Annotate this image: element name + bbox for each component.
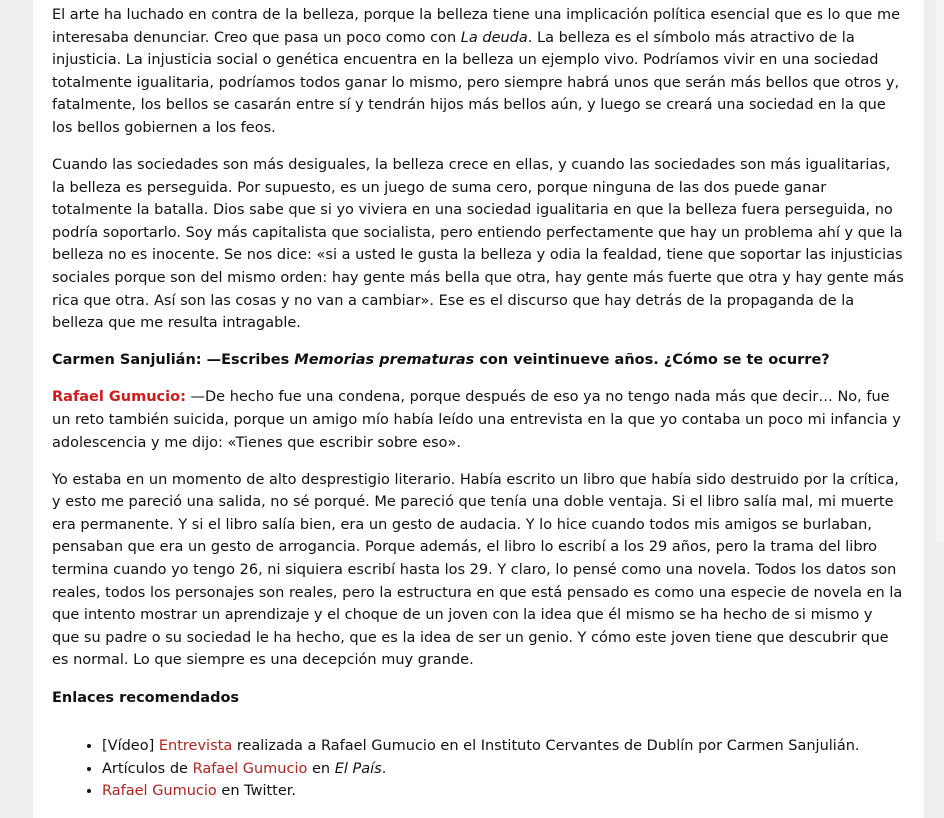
paragraph-4: Yo estaba en un momento de alto desprestigio literario. Había escrito un libro que había sido destruido por la crítica, y esto me pareció una salida, no sé porqué. Me pareció que tenía una doble ventaja. Si el libro salía mal, mi muerte era permanente. Y si el libro salía bien, era un gesto de audacia. Y lo hice cuando todos mis amigos se burlaban, pensaban que era un gesto de arrogancia. Porque además, el libro lo escribí a los 29 años, pero la trama del libro termina cuando yo tengo 26, ni siquiera escribí hasta los 29. Y claro, lo pensé como una novela. Todos los datos son reales, todos los personajes son reales, pero la estructura en que está pensado es como una especie de novela en la que intento mostrar un aprendizaje y el choque de un joven con la idea que él mismo se ha hecho de si mismo y que su padre o su sociedad le ha hecho, que es la idea de ser un genio. Y cómo este joven tiene que descubrir que es normal. Lo que siempre es una decepción muy grande. bbox=[52, 471, 903, 669]
article-content bbox=[52, 4, 904, 803]
recommended-links-title: Enlaces recomendados bbox=[52, 689, 240, 706]
articles-author-link[interactable]: Rafael Gumucio bbox=[192, 760, 308, 777]
paragraph-1: El arte ha luchado en contra de la belleza, porque la belleza tiene una implicación política esencial que es lo que me interesaba denunciar. Creo que pasa un poco como con La deuda. La belleza es el símbolo más atractivo de la injusticia. La injusticia social o genética encuentra en la belleza un ejemplo vivo. Podríamos vivir en una sociedad totalmente igualitaria, podríamos todos ganar lo mismo, pero siempre habrá unos que serán más bellos que otros y, fatalmente, los bellos se casarán entre sí y tendrán hijos más bellos aún, y luego se creará una sociedad en la que los bellos gobiernen a los feos. bbox=[52, 7, 900, 136]
scrollbar-edge bbox=[936, 0, 944, 542]
article-page bbox=[33, 0, 924, 818]
book-title-memorias-prematuras: Memorias prematuras bbox=[294, 352, 475, 369]
publication-name: El País bbox=[334, 760, 382, 777]
paragraph-2: Cuando las sociedades son más desiguales, la belleza crece en ellas, y cuando las sociedades son más igualitarias, la belleza es perseguida. Por supuesto, es un juego de suma cero, porque ninguna de las dos puede ganar totalmente la batalla. Dios sabe que si yo viviera en una sociedad igualitaria en que la belleza fuera perseguida, no podría soportarlo. Soy más capitalista que socialista, pero entiendo perfectamente que hay un problema ahí y que la belleza no es inocente. Se nos dice: «si a usted le gusta la belleza y odia la fealdad, tiene que soportar las injusticias sociales porque son del mismo orden: hay gente más bella que otra, hay gente más fuerte que otra y hay gente más rica que otra. Así son las cosas y no van a cambiar». Ese es el discurso que hay detrás de la propaganda de la belleza que me resulta intragable. bbox=[52, 157, 904, 332]
interview-answer: Rafael Gumucio: —De hecho fue una condena, porque después de eso ya no tengo nada más que decir… No, fue un reto también suicida, porque un amigo mío había leído una entrevista en la que yo contaba un poco mi infancia y adolescencia y me dijo: «Tienes que escribir sobre eso». bbox=[52, 389, 901, 451]
list-item: • [Vídeo] Entrevista realizada a Rafael Gumucio en el Instituto Cervantes de Dublín por Carmen Sanjulián. bbox=[102, 735, 904, 758]
recommended-links-list bbox=[52, 735, 904, 803]
interview-link[interactable]: Entrevista bbox=[158, 738, 233, 755]
speaker-name: Rafael Gumucio: bbox=[52, 389, 186, 406]
list-item: • Rafael Gumucio en Twitter. bbox=[102, 780, 904, 803]
list-item: • Artículos de Rafael Gumucio en El País. bbox=[102, 758, 904, 781]
twitter-author-link[interactable]: Rafael Gumucio bbox=[102, 783, 217, 800]
book-title-la-deuda: La deuda bbox=[460, 29, 528, 46]
interview-question: Carmen Sanjulián: —Escribes Memorias prematuras con veintinueve años. ¿Cómo se te ocurre? bbox=[52, 352, 830, 369]
